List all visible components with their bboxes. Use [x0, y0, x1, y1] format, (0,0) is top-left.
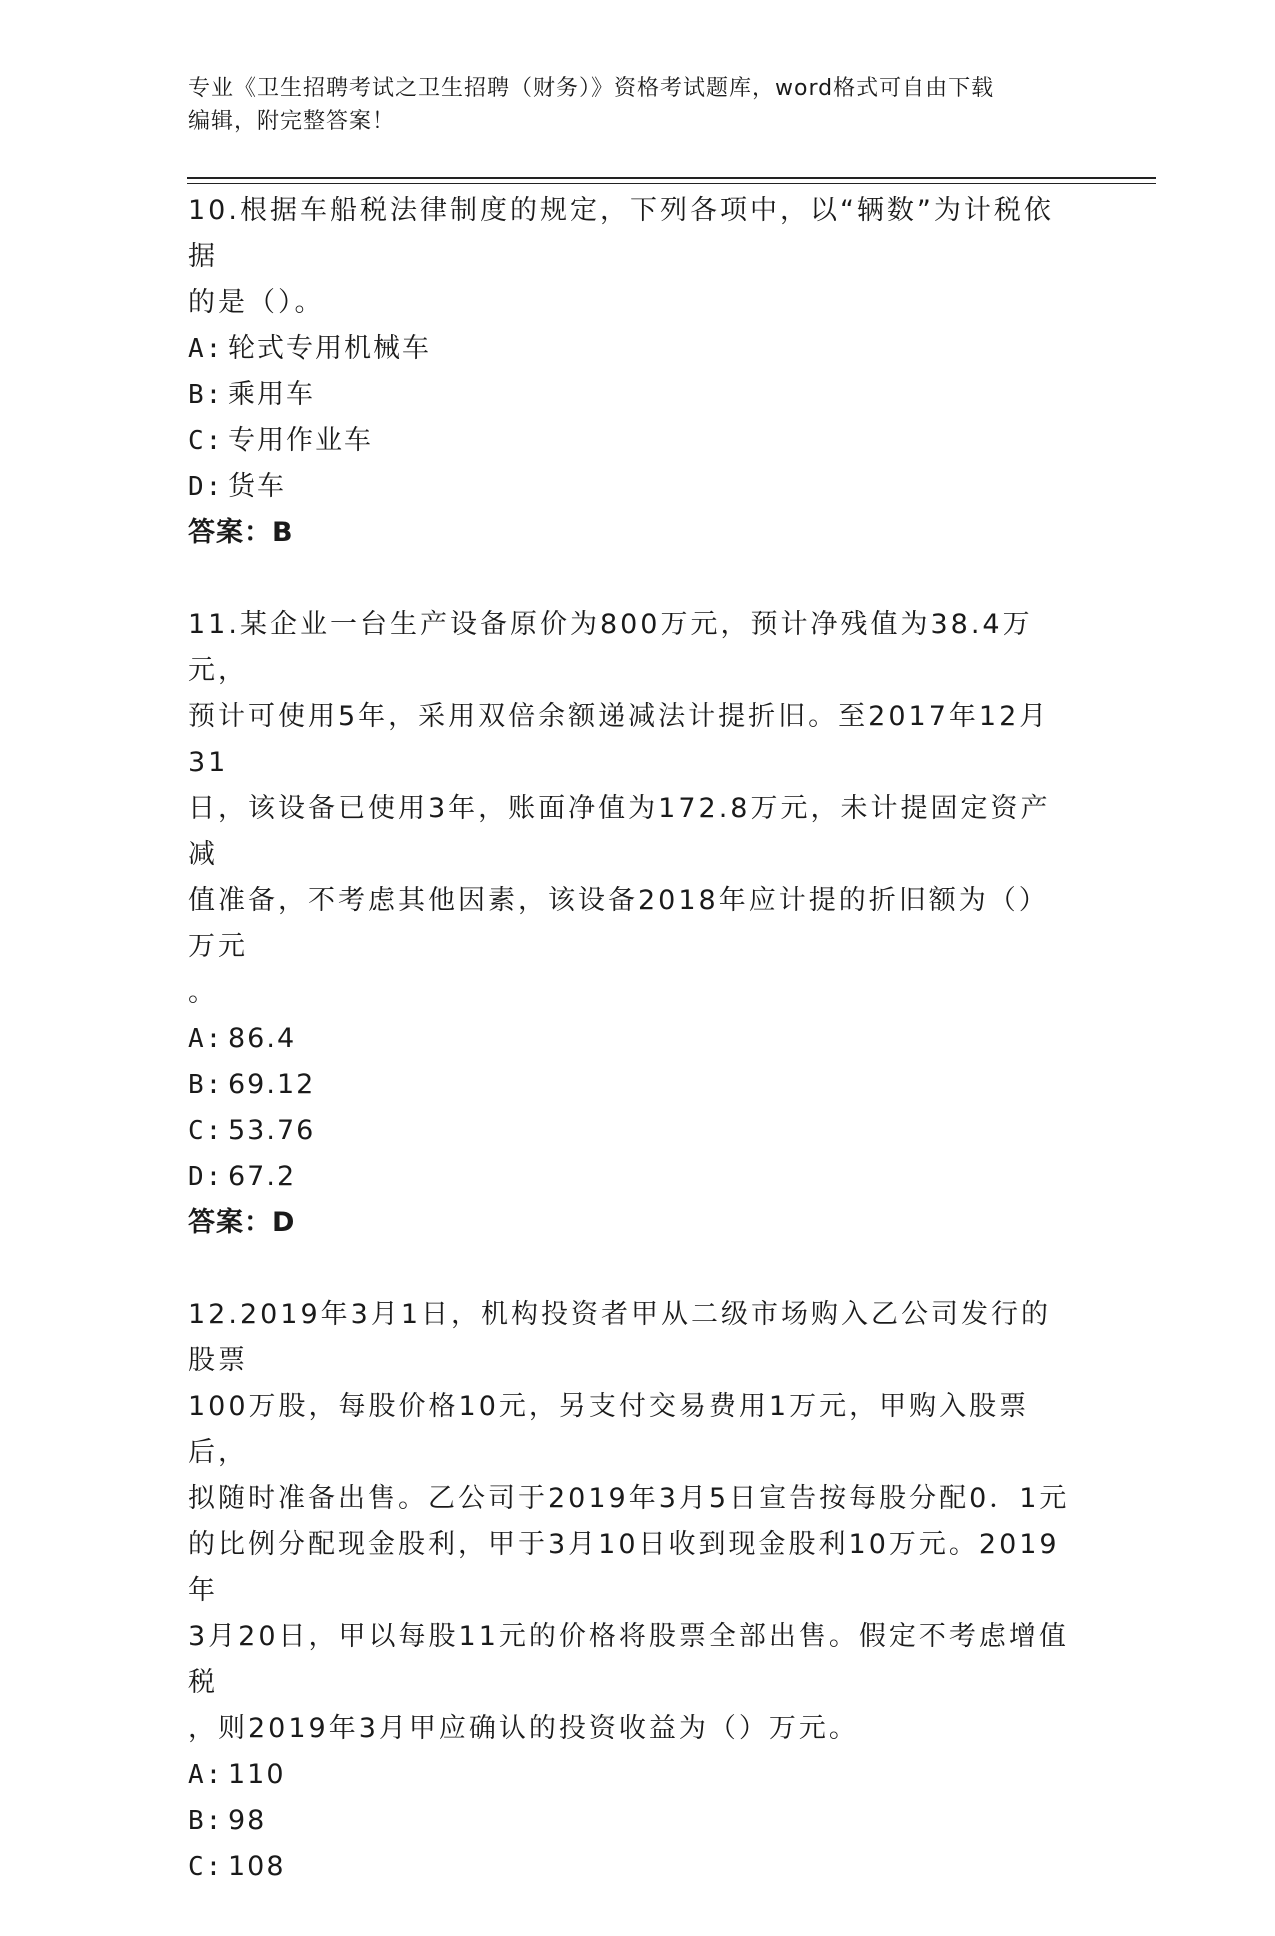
- question-text-line: 。: [188, 977, 218, 1008]
- question-text-line: 日，该设备已使用3年，账面净值为172.8万元，未计提固定资产减: [188, 793, 1051, 870]
- option-a: [188, 326, 1078, 372]
- option-d: [188, 1154, 1078, 1200]
- question-text-line: 10.根据车船税法律制度的规定，下列各项中，以“辆数”为计税依据: [188, 195, 1054, 272]
- option-text: 53.76: [228, 1115, 316, 1146]
- option-text: 轮式专用机械车: [228, 333, 431, 364]
- option-letter: C:: [188, 426, 224, 456]
- answer-line: 答案：B: [188, 517, 294, 548]
- header-line-2: 编辑，附完整答案！: [188, 109, 396, 134]
- option-text: 69.12: [228, 1069, 316, 1100]
- option-text: 货车: [228, 471, 286, 502]
- option-text: 98: [228, 1805, 267, 1836]
- question-11: [188, 602, 1078, 1246]
- option-text: 乘用车: [228, 379, 315, 410]
- option-letter: A:: [188, 1024, 224, 1054]
- question-list: [188, 188, 1078, 1936]
- header-divider-thick: [187, 177, 1156, 179]
- question-text-line: 11.某企业一台生产设备原价为800万元，预计净残值为38.4万元，: [188, 609, 1033, 686]
- answer-line: 答案：D: [188, 1207, 296, 1238]
- question-12: [188, 1292, 1078, 1890]
- option-b: [188, 372, 1078, 418]
- option-letter: D:: [188, 472, 224, 502]
- option-text: 专用作业车: [228, 425, 373, 456]
- question-text-line: 预计可使用5年，采用双倍余额递减法计提折旧。至2017年12月31: [188, 701, 1050, 778]
- document-header: [188, 72, 1088, 138]
- option-letter: B:: [188, 1806, 224, 1836]
- option-text: 110: [228, 1759, 286, 1790]
- option-c: [188, 1108, 1078, 1154]
- question-text-line: ，则2019年3月甲应确认的投资收益为（）万元。: [188, 1713, 859, 1744]
- option-letter: D:: [188, 1162, 224, 1192]
- option-text: 108: [228, 1851, 286, 1882]
- question-10: [188, 188, 1078, 556]
- option-text: 67.2: [228, 1161, 297, 1192]
- option-letter: B:: [188, 1070, 224, 1100]
- question-text-line: 100万股，每股价格10元，另支付交易费用1万元，甲购入股票后，: [188, 1391, 1030, 1468]
- option-b: [188, 1062, 1078, 1108]
- question-text-line: 12.2019年3月1日，机构投资者甲从二级市场购入乙公司发行的股票: [188, 1299, 1052, 1376]
- question-text-line: 的是（）。: [188, 287, 325, 318]
- question-text-line: 的比例分配现金股利，甲于3月10日收到现金股利10万元。2019年: [188, 1529, 1060, 1606]
- option-text: 86.4: [228, 1023, 297, 1054]
- header-divider-thin: [187, 183, 1156, 184]
- option-letter: C:: [188, 1852, 224, 1882]
- option-c: [188, 1844, 1078, 1890]
- option-letter: C:: [188, 1116, 224, 1146]
- option-letter: B:: [188, 380, 224, 410]
- option-b: [188, 1798, 1078, 1844]
- header-line-1: 专业《卫生招聘考试之卫生招聘（财务）》资格考试题库，word格式可自由下载: [188, 76, 995, 101]
- option-d: [188, 464, 1078, 510]
- option-a: [188, 1016, 1078, 1062]
- question-text-line: 值准备，不考虑其他因素，该设备2018年应计提的折旧额为（）万元: [188, 885, 1049, 962]
- option-letter: A:: [188, 334, 224, 364]
- question-text-line: 拟随时准备出售。乙公司于2019年3月5日宣告按每股分配0．1元: [188, 1483, 1070, 1514]
- option-c: [188, 418, 1078, 464]
- option-a: [188, 1752, 1078, 1798]
- option-letter: A:: [188, 1760, 224, 1790]
- question-text-line: 3月20日，甲以每股11元的价格将股票全部出售。假定不考虑增值税: [188, 1621, 1069, 1698]
